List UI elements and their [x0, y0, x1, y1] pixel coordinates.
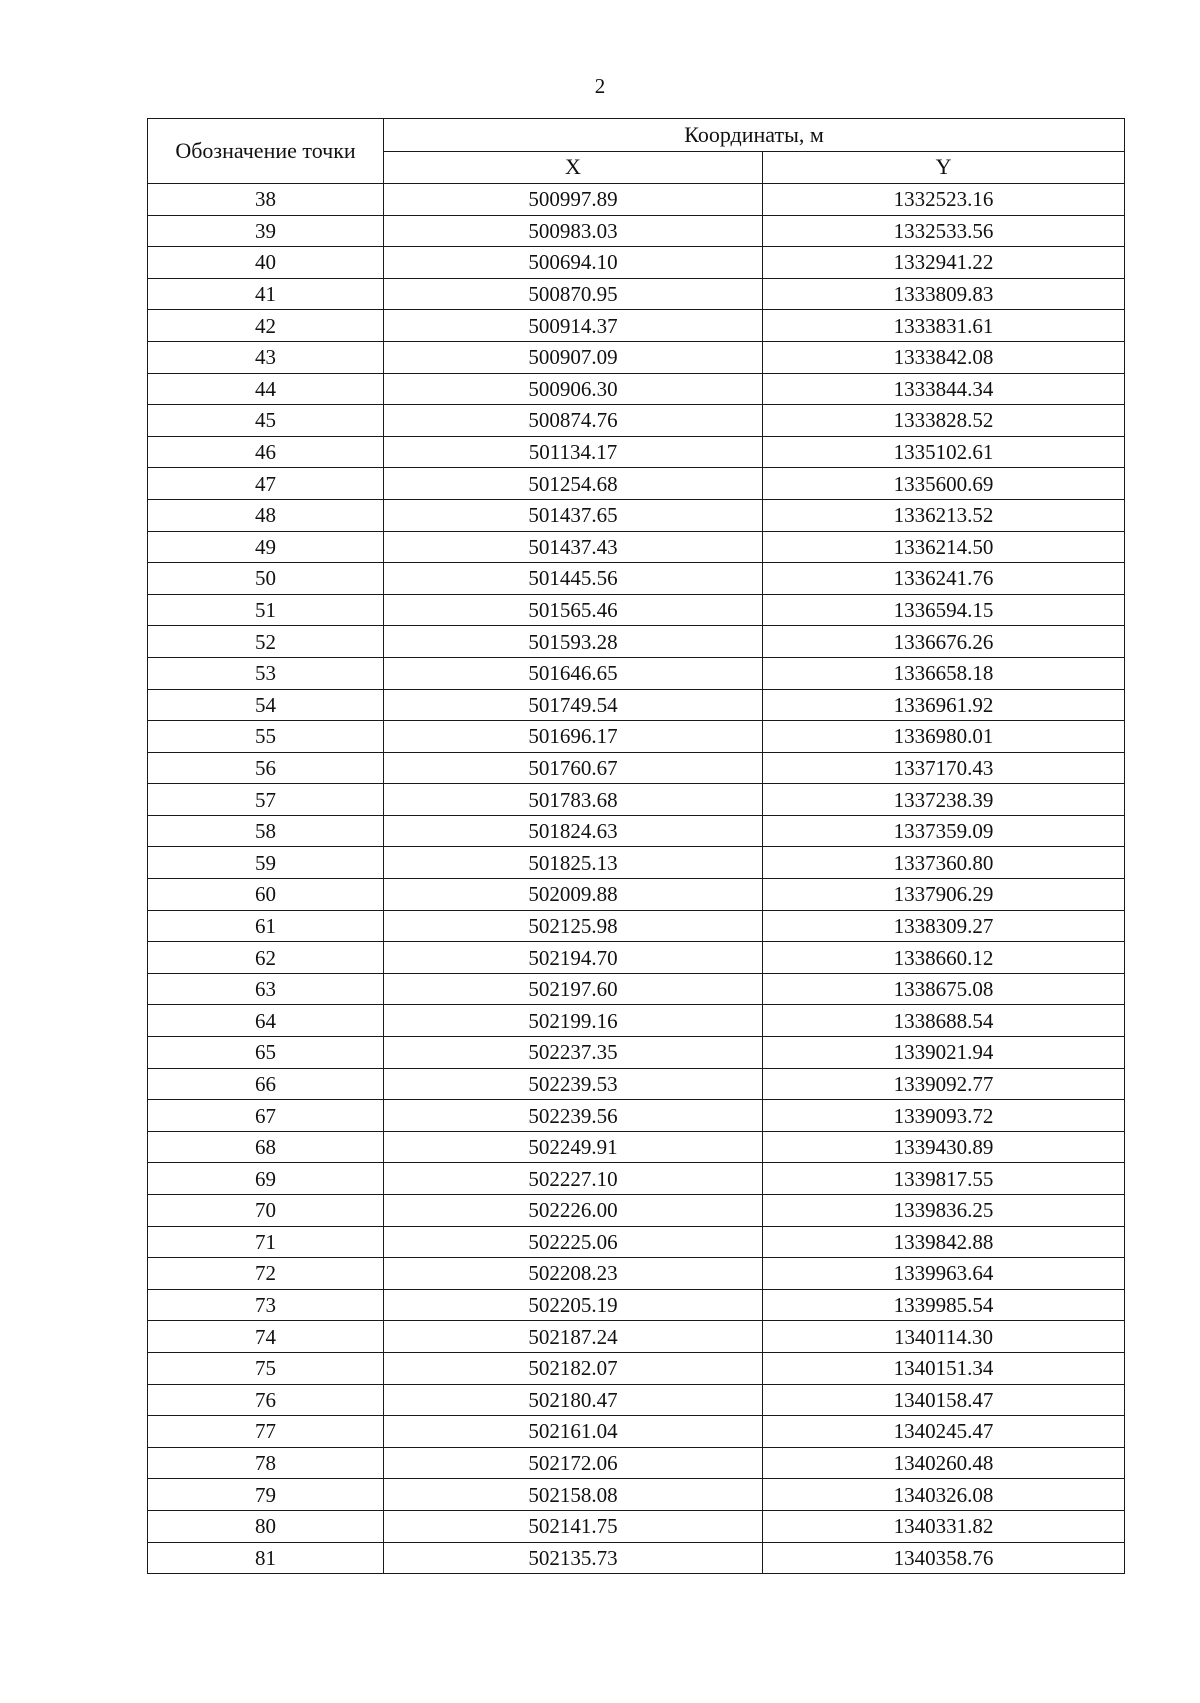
point-cell: 79: [148, 1479, 384, 1511]
x-coordinate-cell: 501749.54: [384, 689, 763, 721]
y-coordinate-cell: 1337360.80: [763, 847, 1125, 879]
point-cell: 64: [148, 1005, 384, 1037]
y-coordinate-cell: 1336676.26: [763, 626, 1125, 658]
x-coordinate-cell: 500907.09: [384, 341, 763, 373]
x-coordinate-cell: 501437.43: [384, 531, 763, 563]
x-coordinate-cell: 502225.06: [384, 1226, 763, 1258]
point-cell: 68: [148, 1131, 384, 1163]
x-coordinate-cell: 502009.88: [384, 879, 763, 911]
point-cell: 47: [148, 468, 384, 500]
table-row: [148, 1416, 1125, 1448]
table-row: [148, 1226, 1125, 1258]
x-coordinate-cell: 502237.35: [384, 1037, 763, 1069]
y-coordinate-cell: 1339093.72: [763, 1100, 1125, 1132]
table-row: [148, 215, 1125, 247]
table-row: [148, 1352, 1125, 1384]
table-row: [148, 1384, 1125, 1416]
point-column-header: Обозначение точки: [148, 119, 384, 184]
table-row: [148, 1258, 1125, 1290]
table-row: [148, 657, 1125, 689]
point-cell: 60: [148, 879, 384, 911]
x-coordinate-cell: 501437.65: [384, 499, 763, 531]
table-row: [148, 1321, 1125, 1353]
y-coordinate-cell: 1340331.82: [763, 1510, 1125, 1542]
x-coordinate-cell: 502180.47: [384, 1384, 763, 1416]
table-row: [148, 499, 1125, 531]
point-cell: 70: [148, 1195, 384, 1227]
y-coordinate-cell: 1340158.47: [763, 1384, 1125, 1416]
x-coordinate-cell: 502194.70: [384, 942, 763, 974]
y-coordinate-cell: 1340260.48: [763, 1447, 1125, 1479]
point-cell: 38: [148, 184, 384, 216]
x-coordinate-cell: 501825.13: [384, 847, 763, 879]
table-row: [148, 1479, 1125, 1511]
y-coordinate-cell: 1333809.83: [763, 278, 1125, 310]
point-cell: 61: [148, 910, 384, 942]
x-coordinate-cell: 501824.63: [384, 815, 763, 847]
point-cell: 55: [148, 721, 384, 753]
table-row: [148, 847, 1125, 879]
x-coordinate-cell: 501134.17: [384, 436, 763, 468]
y-coordinate-cell: 1332533.56: [763, 215, 1125, 247]
y-coordinate-cell: 1339092.77: [763, 1068, 1125, 1100]
table-row: [148, 247, 1125, 279]
point-cell: 63: [148, 973, 384, 1005]
x-coordinate-cell: 502226.00: [384, 1195, 763, 1227]
y-coordinate-cell: 1338309.27: [763, 910, 1125, 942]
y-coordinate-cell: 1339985.54: [763, 1289, 1125, 1321]
x-coordinate-cell: 500914.37: [384, 310, 763, 342]
table-row: [148, 626, 1125, 658]
point-cell: 59: [148, 847, 384, 879]
table-row: [148, 1037, 1125, 1069]
y-coordinate-cell: 1336241.76: [763, 563, 1125, 595]
table-row: [148, 563, 1125, 595]
table-row: [148, 468, 1125, 500]
y-coordinate-cell: 1340151.34: [763, 1352, 1125, 1384]
table-row: [148, 879, 1125, 911]
x-coordinate-cell: 500874.76: [384, 405, 763, 437]
table-row: [148, 1068, 1125, 1100]
page-number: 2: [594, 74, 606, 98]
point-cell: 62: [148, 942, 384, 974]
y-coordinate-cell: 1340358.76: [763, 1542, 1125, 1574]
point-cell: 43: [148, 341, 384, 373]
y-coordinate-cell: 1336658.18: [763, 657, 1125, 689]
x-coordinate-cell: 500906.30: [384, 373, 763, 405]
x-coordinate-cell: 501593.28: [384, 626, 763, 658]
header-row-top: [148, 119, 1125, 152]
y-coordinate-cell: 1339021.94: [763, 1037, 1125, 1069]
y-coordinate-cell: 1339963.64: [763, 1258, 1125, 1290]
x-coordinate-cell: 500983.03: [384, 215, 763, 247]
table-row: [148, 910, 1125, 942]
x-coordinate-cell: 502135.73: [384, 1542, 763, 1574]
table-row: [148, 973, 1125, 1005]
point-cell: 49: [148, 531, 384, 563]
point-cell: 77: [148, 1416, 384, 1448]
table-row: [148, 1289, 1125, 1321]
coordinates-table: [147, 118, 1125, 1574]
y-coordinate-cell: 1337238.39: [763, 784, 1125, 816]
point-cell: 52: [148, 626, 384, 658]
point-cell: 57: [148, 784, 384, 816]
point-cell: 44: [148, 373, 384, 405]
x-coordinate-cell: 502158.08: [384, 1479, 763, 1511]
point-cell: 42: [148, 310, 384, 342]
y-coordinate-cell: 1339836.25: [763, 1195, 1125, 1227]
x-coordinate-cell: 502125.98: [384, 910, 763, 942]
point-cell: 69: [148, 1163, 384, 1195]
x-coordinate-cell: 500694.10: [384, 247, 763, 279]
x-coordinate-cell: 501696.17: [384, 721, 763, 753]
y-coordinate-cell: 1340245.47: [763, 1416, 1125, 1448]
table-row: [148, 1510, 1125, 1542]
table-row: [148, 752, 1125, 784]
point-cell: 71: [148, 1226, 384, 1258]
table-row: [148, 341, 1125, 373]
point-cell: 54: [148, 689, 384, 721]
y-coordinate-cell: 1336980.01: [763, 721, 1125, 753]
point-cell: 73: [148, 1289, 384, 1321]
point-cell: 46: [148, 436, 384, 468]
x-coordinate-cell: 502199.16: [384, 1005, 763, 1037]
table-row: [148, 373, 1125, 405]
y-coordinate-cell: 1339842.88: [763, 1226, 1125, 1258]
y-coordinate-cell: 1335600.69: [763, 468, 1125, 500]
y-coordinate-cell: 1340326.08: [763, 1479, 1125, 1511]
x-coordinate-cell: 501565.46: [384, 594, 763, 626]
y-coordinate-cell: 1338675.08: [763, 973, 1125, 1005]
table-row: [148, 721, 1125, 753]
x-coordinate-cell: 502141.75: [384, 1510, 763, 1542]
y-coordinate-cell: 1336594.15: [763, 594, 1125, 626]
point-cell: 53: [148, 657, 384, 689]
x-coordinate-cell: 501646.65: [384, 657, 763, 689]
table-row: [148, 1005, 1125, 1037]
table-row: [148, 784, 1125, 816]
table-body: [148, 184, 1125, 1574]
x-coordinate-cell: 500997.89: [384, 184, 763, 216]
table-row: [148, 942, 1125, 974]
table-row: [148, 689, 1125, 721]
point-cell: 51: [148, 594, 384, 626]
x-coordinate-cell: 502239.53: [384, 1068, 763, 1100]
table-row: [148, 310, 1125, 342]
point-cell: 58: [148, 815, 384, 847]
y-coordinate-cell: 1336214.50: [763, 531, 1125, 563]
x-coordinate-cell: 502205.19: [384, 1289, 763, 1321]
point-cell: 78: [148, 1447, 384, 1479]
table-row: [148, 184, 1125, 216]
table-row: [148, 436, 1125, 468]
x-coordinate-cell: 502197.60: [384, 973, 763, 1005]
table-header: [148, 119, 1125, 184]
point-cell: 81: [148, 1542, 384, 1574]
x-coordinate-cell: 502161.04: [384, 1416, 763, 1448]
table-row: [148, 405, 1125, 437]
x-coordinate-cell: 502239.56: [384, 1100, 763, 1132]
point-cell: 76: [148, 1384, 384, 1416]
x-coordinate-cell: 501760.67: [384, 752, 763, 784]
y-coordinate-cell: 1338688.54: [763, 1005, 1125, 1037]
point-cell: 40: [148, 247, 384, 279]
point-cell: 39: [148, 215, 384, 247]
table-row: [148, 1131, 1125, 1163]
x-column-header: X: [384, 151, 763, 184]
y-coordinate-cell: 1337170.43: [763, 752, 1125, 784]
y-coordinate-cell: 1332941.22: [763, 247, 1125, 279]
y-coordinate-cell: 1338660.12: [763, 942, 1125, 974]
x-coordinate-cell: 500870.95: [384, 278, 763, 310]
x-coordinate-cell: 502172.06: [384, 1447, 763, 1479]
point-cell: 45: [148, 405, 384, 437]
y-coordinate-cell: 1337906.29: [763, 879, 1125, 911]
point-cell: 65: [148, 1037, 384, 1069]
point-cell: 50: [148, 563, 384, 595]
point-cell: 80: [148, 1510, 384, 1542]
x-coordinate-cell: 502249.91: [384, 1131, 763, 1163]
x-coordinate-cell: 501783.68: [384, 784, 763, 816]
point-cell: 48: [148, 499, 384, 531]
y-coordinate-cell: 1333842.08: [763, 341, 1125, 373]
point-cell: 74: [148, 1321, 384, 1353]
table-row: [148, 1163, 1125, 1195]
table-row: [148, 594, 1125, 626]
point-cell: 66: [148, 1068, 384, 1100]
y-coordinate-cell: 1332523.16: [763, 184, 1125, 216]
x-coordinate-cell: 501254.68: [384, 468, 763, 500]
coordinates-group-header: Координаты, м: [384, 119, 1125, 152]
y-coordinate-cell: 1336213.52: [763, 499, 1125, 531]
y-coordinate-cell: 1335102.61: [763, 436, 1125, 468]
table-row: [148, 815, 1125, 847]
table-row: [148, 1100, 1125, 1132]
y-coordinate-cell: 1340114.30: [763, 1321, 1125, 1353]
table-row: [148, 1447, 1125, 1479]
x-coordinate-cell: 502187.24: [384, 1321, 763, 1353]
y-coordinate-cell: 1339817.55: [763, 1163, 1125, 1195]
y-coordinate-cell: 1336961.92: [763, 689, 1125, 721]
y-coordinate-cell: 1333831.61: [763, 310, 1125, 342]
table-row: [148, 1542, 1125, 1574]
table-row: [148, 531, 1125, 563]
x-coordinate-cell: 502227.10: [384, 1163, 763, 1195]
point-cell: 41: [148, 278, 384, 310]
x-coordinate-cell: 502208.23: [384, 1258, 763, 1290]
y-coordinate-cell: 1337359.09: [763, 815, 1125, 847]
table-row: [148, 278, 1125, 310]
x-coordinate-cell: 502182.07: [384, 1352, 763, 1384]
point-cell: 72: [148, 1258, 384, 1290]
x-coordinate-cell: 501445.56: [384, 563, 763, 595]
point-cell: 56: [148, 752, 384, 784]
y-coordinate-cell: 1333844.34: [763, 373, 1125, 405]
y-coordinate-cell: 1333828.52: [763, 405, 1125, 437]
y-column-header: Y: [763, 151, 1125, 184]
y-coordinate-cell: 1339430.89: [763, 1131, 1125, 1163]
point-cell: 67: [148, 1100, 384, 1132]
table-row: [148, 1195, 1125, 1227]
point-cell: 75: [148, 1352, 384, 1384]
